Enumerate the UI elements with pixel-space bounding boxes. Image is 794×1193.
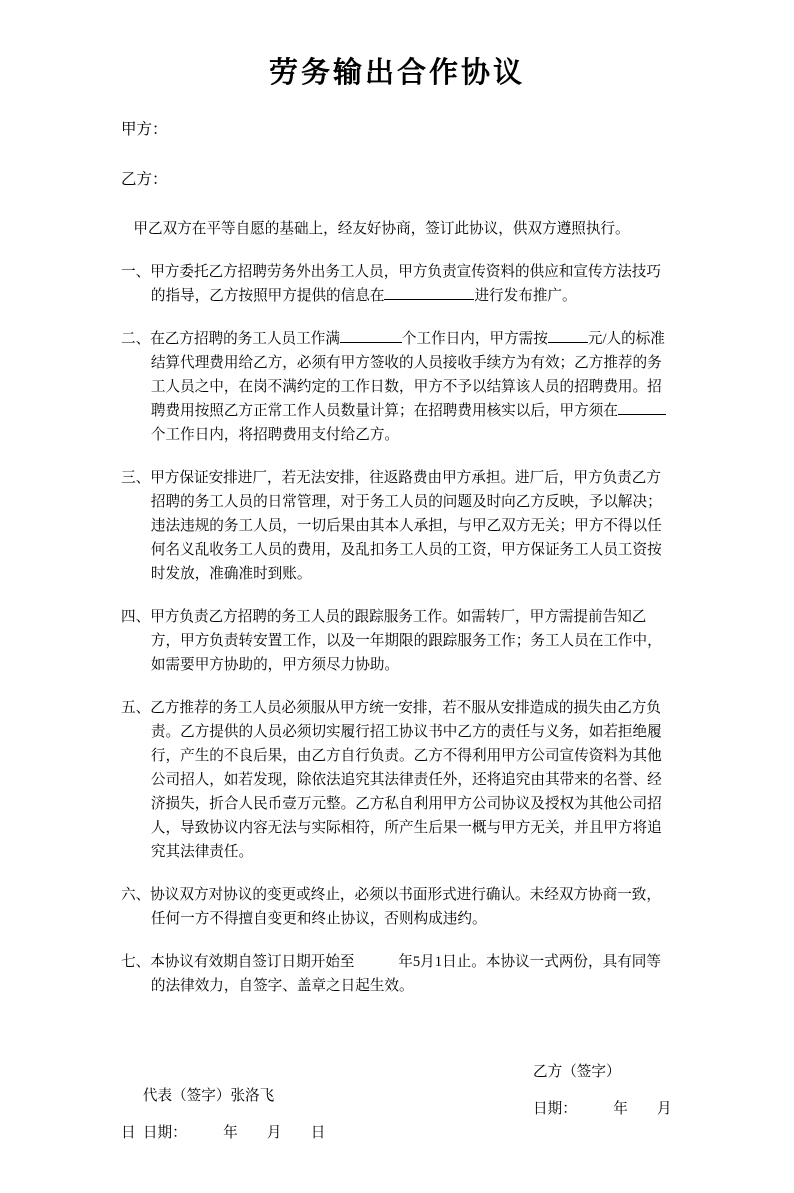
clause-3: 三、甲方保证安排进厂，若无法安排，往返路费由甲方承担。进厂后，甲方负责乙方招聘的务工人员的日常管理，对于务工人员的问题及时向乙方反映，予以解决；违法违规的务工人员，一切后果由其本人承担，与甲乙双方无关；甲方不得以任何名义乱收务工人员的费用，及乱扣务工人员的工资，甲方保证务工人员工资按时发放，准确准时到账。 [121, 470, 662, 582]
clause-list [121, 260, 673, 998]
clause-6: 六、协议双方对协议的变更或终止，必须以书面形式进行确认。未经双方协商一致，任何一方不得擅自变更和终止协议，否则构成违约。 [121, 887, 661, 927]
party-b-signature-label: 乙方（签字） [533, 1064, 621, 1080]
fill-in-blank [384, 284, 474, 300]
clause-2: 二、在乙方招聘的务工人员工作满 个工作日内，甲方需按 元/人的标准结算代理费用给乙方，必须有甲方签收的人员接收手续方为有效；乙方推荐的务工人员之中，在岗不满约定的工作日数，甲方不予以结算该人员的招聘费用。招聘费用按照乙方正常工作人员数量计算；在招聘费用核实以后，甲方须在个工作日内，将招聘费用支付给乙方。 [121, 327, 673, 447]
clause-1: 一、甲方委托乙方招聘劳务外出务工人员，甲方负责宣传资料的供应和宣传方法技巧的指导，乙方按照甲方提供的信息在 进行发布推广。 [121, 264, 661, 304]
party-b-date-label: 日期： 年 月 [533, 1101, 672, 1117]
fill-in-blank [548, 327, 588, 343]
party-a-label: 甲方： [121, 121, 168, 138]
fill-in-blank [340, 327, 402, 343]
clause-4: 四、甲方负责乙方招聘的务工人员的跟踪服务工作。如需转厂，甲方需提前告知乙方，甲方负责转安置工作，以及一年期限的跟踪服务工作；务工人员在工作中，如需要甲方协助的，甲方须尽力协助。 [121, 609, 662, 673]
intro-paragraph: 甲乙双方在平等自愿的基础上，经友好协商，签订此协议，供双方遵照执行。 [133, 221, 630, 237]
party-a-date-label: 日期： 年 月 日 [142, 1125, 326, 1141]
signature-row [121, 1060, 673, 1104]
signature-section [121, 1060, 673, 1145]
party-a-signature-label: 代表（签字）张洛飞 [142, 1088, 275, 1104]
document-title: 劳务输出合作协议 [268, 57, 525, 89]
fill-in-blank [618, 399, 666, 415]
clause-5: 五、乙方推荐的务工人员必须服从甲方统一安排，若不服从安排造成的损失由乙方负责。乙方提供的人员必须切实履行招工协议书中乙方的责任与义务，如若拒绝履行，产生的不良后果，由乙方自行负责。乙方不得利用甲方公司宣传资料为其他公司招人，如若发现，除依法追究其法律责任外，还将追究由其带来的名誉、经济损失，折合人民币壹万元整。乙方私自利用甲方公司协议及授权为其他公司招人，导致协议内容无法与实际相符，所产生后果一概与甲方无关，并且甲方将追究其法律责任。 [121, 700, 662, 860]
party-b-label: 乙方： [121, 171, 168, 188]
clause-7: 七、本协议有效期自签订日期开始至 年5月1日止。本协议一式两份，具有同等的法律效力，自签字、盖章之日起生效。 [121, 954, 661, 994]
party-b-date-overflow: 日 [121, 1125, 136, 1141]
date-row [121, 1097, 673, 1141]
